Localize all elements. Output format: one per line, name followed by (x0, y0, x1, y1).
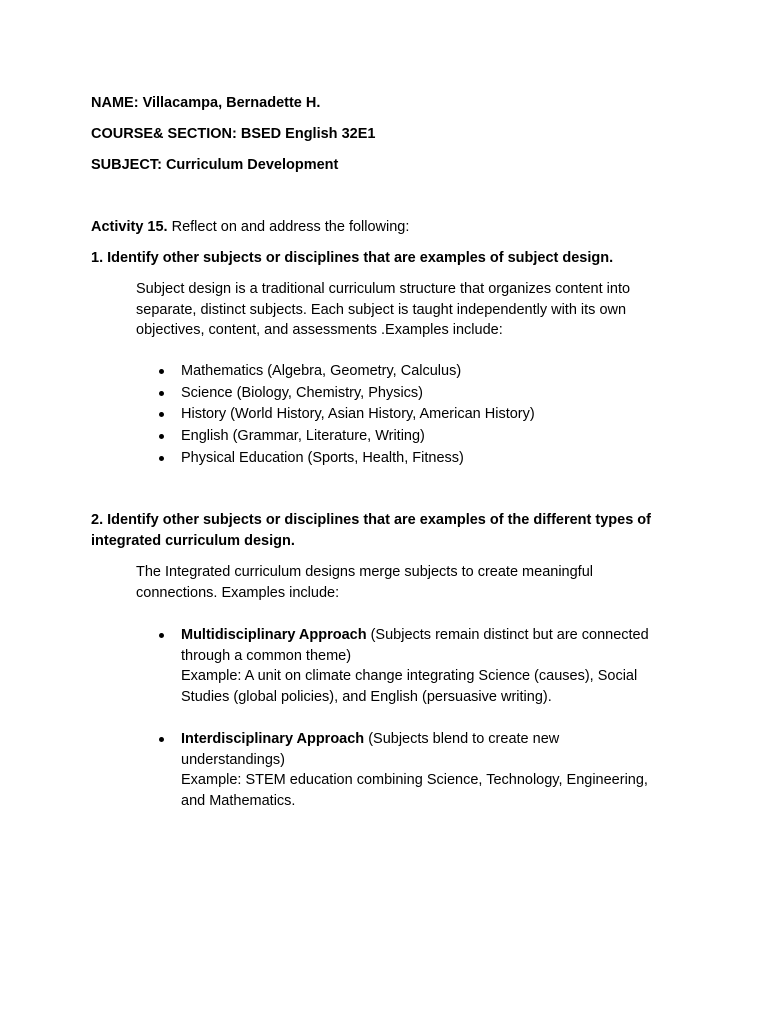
approach-line: and Mathematics. (181, 792, 296, 809)
list-item (136, 361, 696, 383)
list-item (136, 383, 696, 405)
bullet-icon (159, 412, 164, 417)
approach-line: through a common theme) (181, 647, 352, 664)
approach-line: Example: STEM education combining Science, Technology, Engineering, (181, 772, 648, 789)
bullet-icon (159, 633, 164, 638)
subject-label: SUBJECT: (91, 157, 162, 173)
approach-first-line (181, 625, 696, 646)
approach-desc: (Subjects remain distinct but are connected (366, 627, 649, 643)
approach-name: Multidisciplinary Approach (181, 627, 367, 643)
name-value: Villacampa, Bernadette H. (142, 95, 321, 111)
approach-line: Example: A unit on climate change integrating Science (causes), Social (181, 668, 638, 685)
approach-item (136, 625, 696, 707)
list-item-text: English (Grammar, Literature, Writing) (181, 428, 425, 445)
subject-value: Curriculum Development (165, 157, 339, 173)
list-item-text: Physical Education (Sports, Health, Fitness) (181, 449, 464, 466)
activity-label: Activity 15. (91, 219, 168, 235)
activity-line (91, 217, 409, 237)
bullet-icon (159, 434, 164, 439)
list-item (136, 426, 696, 448)
answer-line: Subject design is a traditional curriculum structure that organizes content into (136, 281, 631, 297)
list-item-text: Mathematics (Algebra, Geometry, Calculus) (181, 363, 462, 379)
list-item-text: Science (Biology, Chemistry, Physics) (181, 384, 424, 401)
approach-line: understandings) (181, 751, 285, 768)
question-2-answer (136, 562, 676, 603)
approach-item (136, 729, 696, 811)
question-1-answer (136, 279, 676, 341)
approach-desc: (Subjects blend to create new (364, 731, 560, 747)
list-item (136, 729, 696, 811)
question-2 (91, 510, 691, 552)
answer-line: separate, distinct subjects. Each subject is taught independently with its own (136, 301, 627, 318)
answer-line: The Integrated curriculum designs merge subjects to create meaningful (136, 564, 593, 580)
bullet-icon (159, 737, 164, 742)
question-2-line: 2. Identify other subjects or disciplines that are examples of the different types of (91, 512, 651, 528)
subject-line (91, 155, 338, 175)
course-label: COURSE& SECTION: (91, 126, 237, 142)
subject-examples-list (136, 361, 696, 470)
question-1: 1. Identify other subjects or disciplines that are examples of subject design. (91, 250, 614, 266)
course-value: BSED English 32E1 (240, 126, 376, 142)
question-2-line: integrated curriculum design. (91, 533, 295, 549)
approach-line: Studies (global policies), and English (persuasive writing). (181, 688, 552, 705)
activity-text: Reflect on and address the following: (171, 219, 410, 235)
name-line (91, 93, 320, 113)
approach-name: Interdisciplinary Approach (181, 731, 365, 747)
list-item (136, 625, 696, 707)
list-item (136, 448, 696, 470)
bullet-icon (159, 456, 164, 461)
name-label: NAME: (91, 95, 139, 111)
answer-line: connections. Examples include: (136, 584, 340, 601)
answer-line: objectives, content, and assessments .Examples include: (136, 322, 503, 338)
approach-first-line (181, 729, 696, 750)
list-item (136, 404, 696, 426)
course-line (91, 124, 375, 144)
bullet-icon (159, 391, 164, 396)
list-item-text: History (World History, Asian History, American History) (181, 406, 535, 423)
bullet-icon (159, 369, 164, 374)
